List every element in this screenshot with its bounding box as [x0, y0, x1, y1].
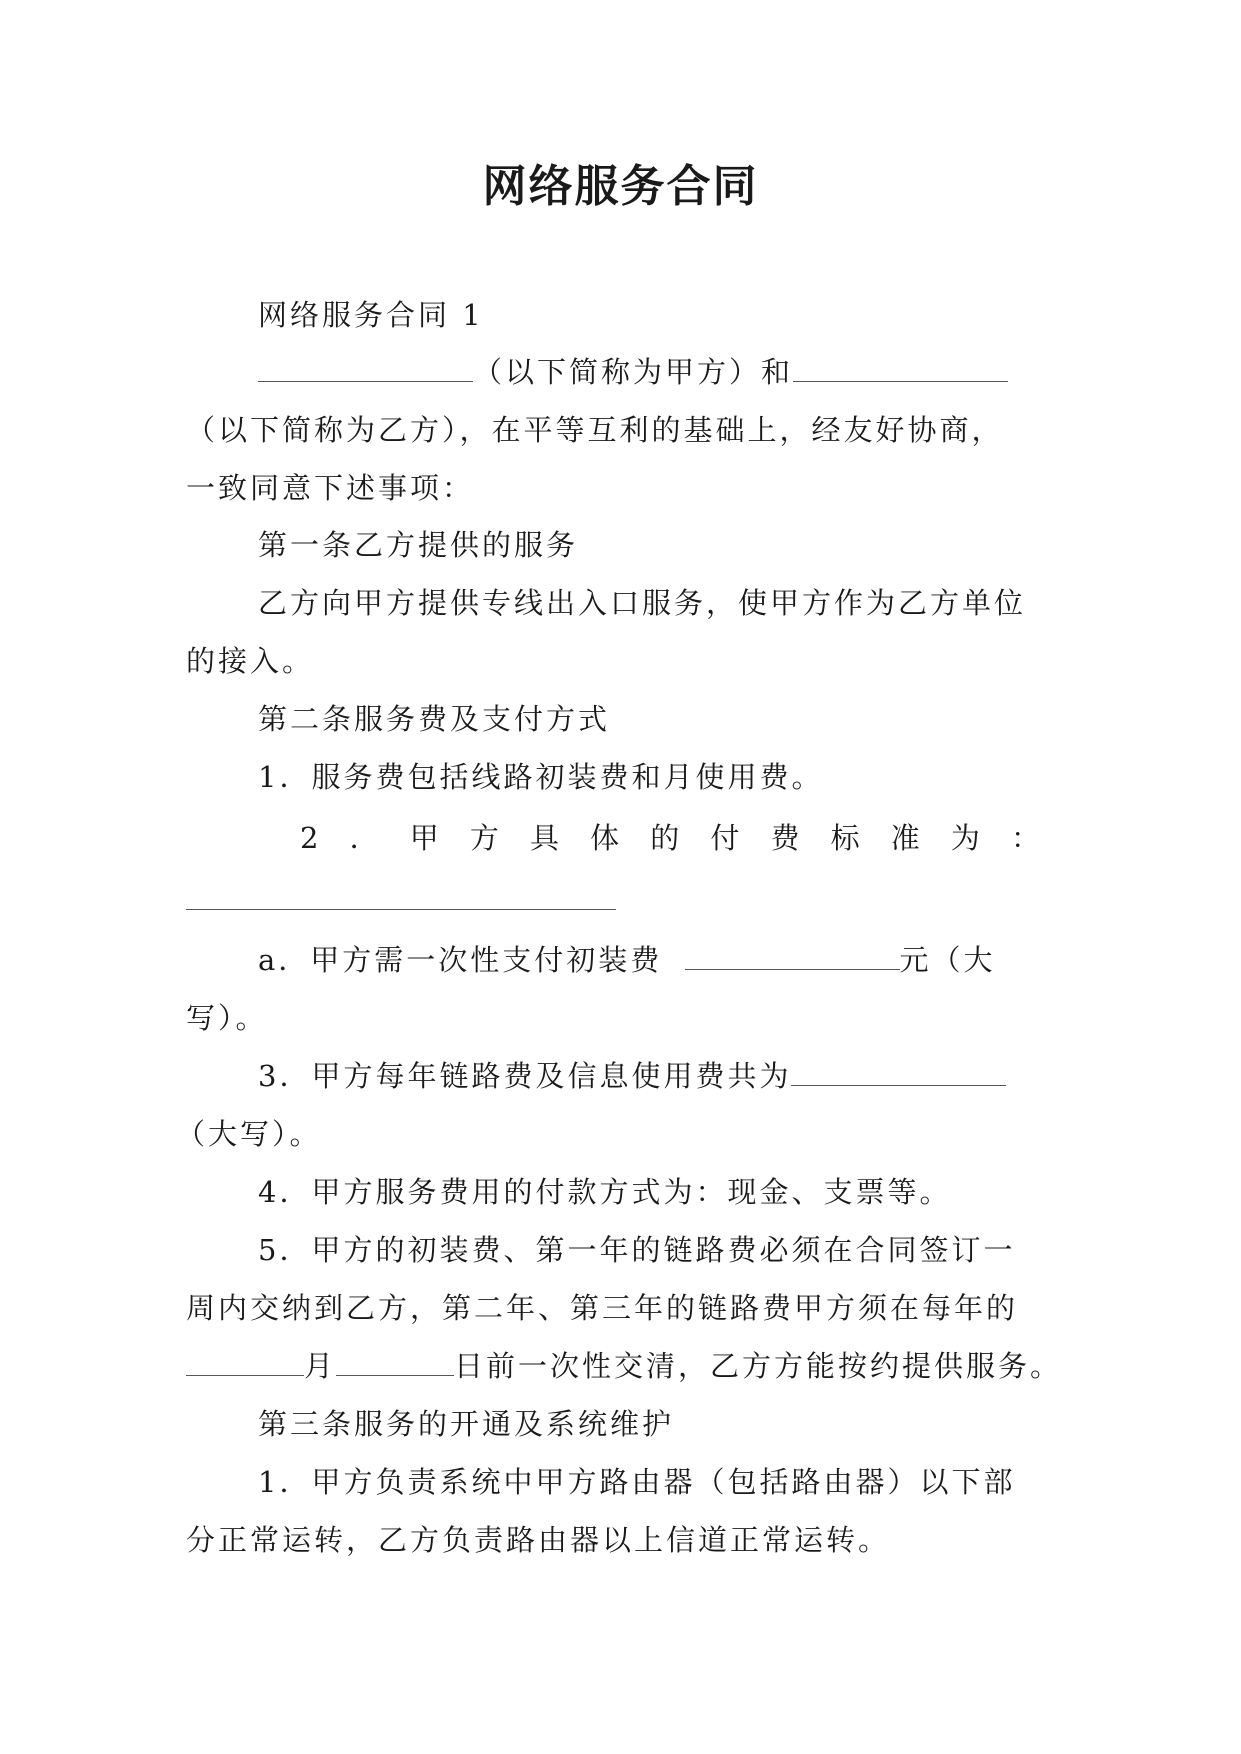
article-1-paragraph-line-1: 乙方向甲方提供专线出入口服务，使甲方作为乙方单位	[258, 586, 1027, 620]
party-b-blank	[793, 355, 1008, 382]
payment-standard-blank-line	[186, 880, 616, 920]
item-a-text: a．甲方需一次性支付初装费	[258, 943, 663, 977]
item-2-char: 体	[590, 821, 620, 855]
item-2-char: 准	[890, 821, 920, 855]
item-2-char: ：	[1010, 821, 1040, 855]
article-1-paragraph-line-2: 的接入。	[186, 644, 315, 678]
annual-fee-blank	[791, 1059, 1006, 1086]
intro-line-1	[258, 352, 1008, 392]
article-1-heading: 第一条乙方提供的服务	[258, 528, 579, 562]
article-3-item-1-line-2: 分正常运转，乙方负责路由器以上信道正常运转。	[186, 1523, 891, 1557]
article-2-item-3-line-2: （大写）。	[176, 1117, 322, 1151]
item-2-char: 甲	[409, 821, 439, 855]
article-2-item-5-line-1: 5．甲方的初装费、第一年的链路费必须在合同签订一	[258, 1233, 1016, 1267]
item-2-char: ．	[349, 821, 379, 855]
article-3-heading: 第三条服务的开通及系统维护	[258, 1407, 675, 1441]
document-title: 网络服务合同	[482, 161, 759, 212]
item-2-char: 付	[710, 821, 740, 855]
intro-line-3: 一致同意下述事项：	[186, 471, 475, 505]
document-subtitle: 网络服务合同 1	[258, 298, 484, 332]
article-2-item-5-line-3	[186, 1346, 1062, 1386]
item-2-char: 具	[529, 821, 559, 855]
installation-fee-blank	[685, 943, 900, 970]
item-3-text: 3．甲方每年链路费及信息使用费共为	[258, 1059, 792, 1093]
item-5-line-3-text: 日前一次性交清，乙方方能按约提供服务。	[454, 1349, 1063, 1383]
item-2-char: 的	[650, 821, 680, 855]
article-3-item-1-line-1: 1．甲方负责系统中甲方路由器（包括路由器）以下部	[258, 1465, 1016, 1499]
item-2-char: 为	[950, 821, 980, 855]
intro-line-1-text: （以下简称为甲方）和	[473, 355, 794, 389]
item-2-char: 2	[300, 821, 319, 855]
party-a-blank	[258, 355, 473, 382]
article-2-item-4: 4．甲方服务费用的付款方式为：现金、支票等。	[258, 1175, 952, 1209]
article-2-item-a-line-2: 写）。	[186, 1001, 268, 1035]
item-2-char: 标	[830, 821, 860, 855]
article-2-item-2	[300, 818, 1040, 858]
day-blank	[336, 1349, 454, 1376]
month-blank	[186, 1349, 304, 1376]
item-2-char: 方	[469, 821, 499, 855]
article-2-item-1: 1．服务费包括线路初装费和月使用费。	[258, 760, 824, 794]
intro-line-2: （以下简称为乙方），在平等互利的基础上，经友好协商，	[186, 413, 1004, 447]
article-2-heading: 第二条服务费及支付方式	[258, 702, 611, 736]
payment-standard-blank	[186, 883, 616, 910]
article-2-item-a-line-1	[258, 940, 996, 980]
article-2-item-3-line-1	[258, 1056, 1006, 1096]
item-2-char: 费	[770, 821, 800, 855]
month-label: 月	[304, 1349, 337, 1383]
article-2-item-5-line-2: 周内交纳到乙方，第二年、第三年的链路费甲方须在每年的	[186, 1291, 1019, 1325]
item-a-suffix: 元（大	[899, 943, 996, 977]
